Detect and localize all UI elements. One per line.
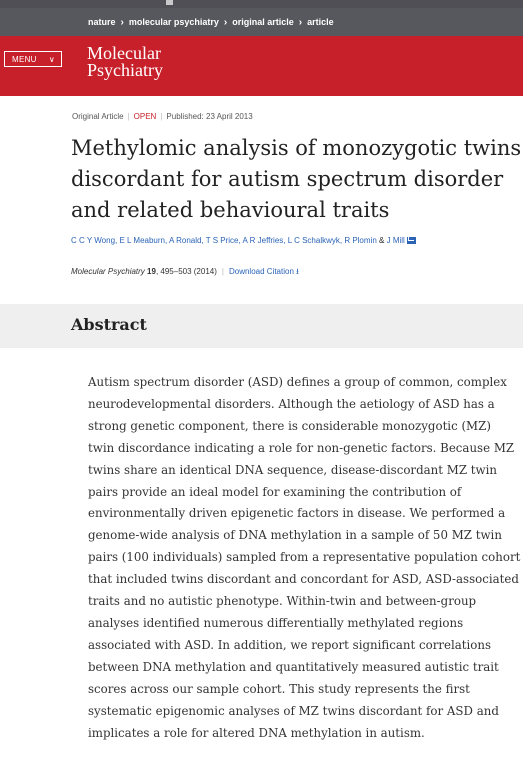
chevron-right-icon: › xyxy=(298,17,303,28)
open-access-badge: OPEN xyxy=(133,112,157,121)
abstract-line: Autism spectrum disorder (ASD) defines a group of common, complex xyxy=(88,375,507,389)
pages-year: , 495–503 (2014) xyxy=(155,267,217,276)
title-line: and related behavioural traits xyxy=(71,198,390,222)
journal-header xyxy=(0,36,523,96)
download-citation-link[interactable] xyxy=(229,267,299,276)
article-title xyxy=(71,133,523,226)
abstract-line: associated with ASD. In addition, we report significant correlations xyxy=(88,637,492,652)
title-line: discordant for autism spectrum disorder xyxy=(71,167,504,191)
title-line: Methylomic analysis of monozygotic twins xyxy=(71,136,522,160)
abstract-line: scores across our sample cohort. This study represents the first xyxy=(88,681,470,696)
published-date: Published: 23 April 2013 xyxy=(166,112,253,121)
article-type: Original Article xyxy=(72,112,124,121)
authors-ampersand: & xyxy=(379,236,385,245)
breadcrumb xyxy=(0,8,523,36)
logo-line-2: Psychiatry xyxy=(87,60,163,80)
divider: | xyxy=(127,112,130,121)
journal-logo[interactable] xyxy=(87,45,163,79)
logo-line-1: Molecular xyxy=(87,43,161,63)
abstract-line: twins share an identical DNA sequence, disease-discordant MZ twin xyxy=(88,462,497,477)
menu-button[interactable] xyxy=(4,51,62,67)
abstract-line: analyses identified numerous differentially methylated regions xyxy=(88,615,464,630)
abstract-line: strong genetic component, there is considerable monozygotic (MZ) xyxy=(88,418,491,433)
abstract-line: pairs provide an ideal model for examining the contribution of xyxy=(88,484,462,499)
chevron-right-icon: › xyxy=(120,17,124,28)
chevron-down-icon: ∨ xyxy=(48,55,55,64)
browser-top-strip xyxy=(0,0,523,8)
menu-label: MENU xyxy=(12,55,37,64)
volume-number: 19 xyxy=(147,267,156,276)
breadcrumb-article: article xyxy=(307,17,334,27)
divider: | xyxy=(160,112,163,121)
author-list xyxy=(71,236,416,245)
article-meta xyxy=(72,112,253,121)
abstract-line: that included twins discordant and concordant for ASD, ASD-associated xyxy=(88,572,519,587)
breadcrumb-original-article[interactable]: original article xyxy=(232,17,294,27)
abstract-header-band xyxy=(0,304,523,348)
abstract-line: twin discordance indicating a role for non-genetic factors. Because MZ xyxy=(88,440,515,455)
abstract-line: neurodevelopmental disorders. Although the aetiology of ASD has a xyxy=(88,396,495,411)
breadcrumb-nature[interactable]: nature xyxy=(88,17,116,27)
abstract-body xyxy=(88,372,523,744)
email-icon[interactable] xyxy=(407,237,416,244)
abstract-line: genome-wide analysis of DNA methylation in a sample of 50 MZ twin xyxy=(88,528,502,543)
journal-name: Molecular Psychiatry xyxy=(71,267,145,276)
authors-link[interactable]: C C Y Wong, E L Meaburn, A Ronald, T S Price, A R Jeffries, L C Schalkwyk, R Plomin xyxy=(71,236,377,245)
abstract-line: traits and no autistic phenotype. Within-twin and between-group xyxy=(88,594,477,609)
breadcrumb-molecular-psychiatry[interactable]: molecular psychiatry xyxy=(128,17,219,27)
citation-line xyxy=(71,266,299,280)
window-handle xyxy=(166,0,173,5)
abstract-line: systematic epigenomic analyses of MZ twins discordant for ASD and xyxy=(88,703,499,718)
abstract-line: implicates a role for altered DNA methylation in autism. xyxy=(88,725,425,740)
download-icon: ⭳ xyxy=(296,267,299,276)
last-author-link[interactable]: J Mill xyxy=(386,236,405,245)
abstract-line: pairs (100 individuals) sampled from a representative population cohort xyxy=(88,550,521,565)
abstract-heading: Abstract xyxy=(71,315,147,334)
download-citation-label: Download Citation xyxy=(228,267,294,276)
chevron-right-icon: › xyxy=(223,17,228,28)
abstract-line: environmentally driven epigenetic factors in disease. We performed a xyxy=(88,506,506,521)
divider: | xyxy=(221,267,224,276)
abstract-line: between DNA methylation and quantitatively measured autistic trait xyxy=(88,659,499,674)
